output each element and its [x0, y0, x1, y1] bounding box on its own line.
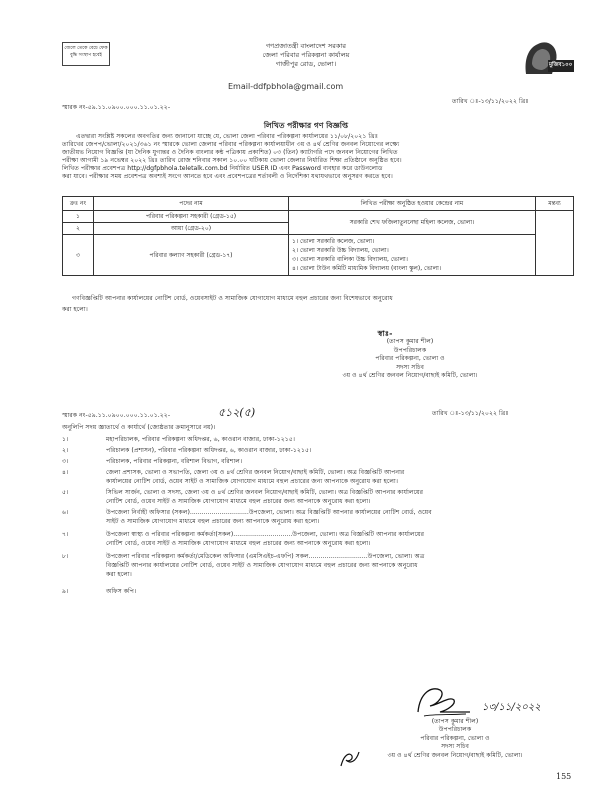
cell-center: [289, 235, 536, 276]
table-row: [63, 235, 574, 276]
handwritten-memo-suffix: ৫১২(৫): [218, 406, 256, 419]
logo-text: মুজিব১০০: [549, 62, 573, 68]
cell-center: সরকারি শেখ ফজিলাতুননেছা মহিলা কলেজ, ভোলা।: [289, 211, 536, 235]
list-item: ৩। পরিচালক, পরিবার পরিকল্পনা, বরিশাল বিভাগ, বরিশাল।: [62, 458, 243, 465]
signer-committee: ৩য় ও ৪র্থ শ্রেণির জনবল নিয়োগ/বাছাই কমিটি, ভোলা।: [342, 372, 478, 380]
signature-block-1: [300, 330, 520, 380]
table-row: [63, 211, 574, 223]
portrait-icon: [518, 34, 576, 78]
list-item: ৯। অফিস কপি।: [62, 588, 137, 595]
notice-body: [62, 133, 580, 181]
stamp-line-2: বুদ্ধি সংস্থাপ হবেই: [70, 53, 102, 58]
signer-title: উপপরিচালক: [393, 346, 427, 354]
list-item: ১। মহাপরিচালক, পরিবার পরিকল্পনা অধিদপ্তর, ৬, কাওরান বাজার, ঢাকা-১২১৫।: [62, 436, 296, 443]
signer-name: (তাপস কুমার শীল): [431, 718, 479, 725]
memo-date: তারিখ ঃ-১৩/১১/২০২২ খ্রিঃ: [452, 98, 529, 105]
list-item-continuation: বিজ্ঞপ্তিটি আপনার কার্যালয়ের নোটিশ বোর্ড, ওয়েব সাইট ও সামাজিক যোগাযোগ মাধ্যমে বহুল প্রচারের জন্য আপনাকে অনুরোধ: [106, 562, 418, 569]
cell-serial: ৩: [63, 235, 94, 276]
request-line: করা হলো।: [62, 306, 88, 313]
col-header-remarks: মন্তব্য: [536, 197, 574, 211]
handwritten-signature: [410, 682, 480, 722]
cell-post: পরিবার পরিকল্পনা সহকারী (গ্রেড-১৫): [94, 211, 289, 223]
signer-title: উপপরিচালক: [438, 726, 472, 734]
list-item: ২। পরিচালক (প্রশাসন), পরিবার পরিকল্পনা অধিদপ্তর, ৬, কাওরান বাজার, ঢাকা-১২১৫।: [62, 447, 312, 454]
cell-serial: ১: [63, 211, 94, 223]
cc-list: [62, 436, 582, 636]
body-line: লিখিত পরীক্ষার প্রবেশপত্র http://dgfpbhola.teletalk.com.bd নির্ধারিত USER ID এবং Password ব্যবহার করে ডাউনলোড: [62, 165, 383, 172]
col-header-post: পদের নাম: [94, 197, 289, 211]
center-item: ৩। ভোলা সরকারি বালিকা উচ্চ বিদ্যালয়, ভোলা।: [292, 256, 408, 263]
list-item-continuation: করা হলো।: [106, 571, 132, 578]
header-line: গণপ্রজাতন্ত্রী বাংলাদেশ সরকার: [265, 42, 347, 50]
list-item-continuation: নোটিশ বোর্ড, ওয়েব সাইট ও সামাজিক যোগাযোগ মাধ্যমে বহুল প্রচারের জন্য আপনাকে অনুরোধ করা হলো।: [106, 498, 371, 505]
cell-post: আয়া (গ্রেড-২০): [94, 223, 289, 235]
signer-office: পরিবার পরিকল্পনা, ভোলা ও: [375, 355, 445, 363]
office-email[interactable]: Email-ddfpbhola@gmail.com: [228, 82, 344, 91]
list-item: ৭। উপজেলা স্বাস্থ্য ও পরিবার পরিকল্পনা কর্মকর্তা(সকল)..............................উপজেলা, ভোলা। অত্র বিজ্ঞপ্তিটি আপনার কার্যালয়ের: [62, 531, 425, 538]
signature-mark: স্বাঃ-: [377, 329, 393, 338]
list-item: ৫। সিভিল সার্জন, ভোলা ও সদস্য, জেলা ৩য় ও ৪র্থ শ্রেণির জনবল নিয়োগ/বাছাই কমিটি, ভোলা। অত্র বিজ্ঞপ্তিটি আপনার কার্যালয়ের: [62, 489, 424, 496]
signer-committee: ৩য় ও ৪র্থ শ্রেণির জনবল নিয়োগ/বাছাই কমিটি, ভোলা।: [387, 751, 523, 759]
page-title: লিখিত পরীক্ষার গণ বিজ্ঞপ্তি: [263, 121, 349, 130]
memo-number: স্মারক নং-৫৯.১১.০৯০০.০০০.১১.০১.২২-: [62, 104, 171, 111]
col-header-serial: ক্রঃ নং: [63, 197, 94, 211]
body-line: পরীক্ষা আগামী ১৯ নভেম্বর ২০২২ খ্রিঃ তারিখ রোজ শনিবার সকাল ১০.০০ ঘটিকায় ভোলা জেলার নির্ধারিত শিক্ষা প্রতিষ্ঠানে অনুষ্ঠিত হবে।: [62, 157, 402, 164]
cc-heading: অনুলিপি সদয় জ্ঞাতার্থে ও কার্যার্থে (জ্যেষ্ঠতার ক্রমানুসারে নয়)।: [62, 424, 216, 431]
body-line: এতদ্বারা সংশ্লিষ্ট সকলের অবগতির জন্য জানানো যাচ্ছে যে, ভোলা জেলা পরিবার পরিকল্পনা কার্যালয়ের ১১/০৮/২০২১ খ্রিঃ: [76, 133, 378, 140]
memo2-date: তারিখ ঃ-১৩/১১/২০২২ খ্রিঃ: [432, 410, 509, 417]
signer-role: সদস্য সচিব: [396, 363, 424, 371]
handwritten-sign-date: ১৩/১১/২০২২: [482, 702, 541, 713]
cell-serial: ২: [63, 223, 94, 235]
center-item: ৪। ভোলা টাউন কমিটি মাধ্যমিক বিদ্যালয় (বাংলা স্কুল), ভোলা।: [292, 265, 442, 272]
list-item-continuation: কার্যালয়ের নোটিশ বোর্ড, ওয়েব সাইট ও সামাজিক যোগাযোগ মাধ্যমে বহুল প্রচারের জন্য আপনাকে অনুরোধ করা হলো।: [106, 478, 399, 485]
exam-center-table: [62, 196, 574, 276]
body-line: করা যাবে। পরীক্ষার সময় প্রবেশপত্র অবশ্যই সংগে আনতে হবে এবং প্রবেশপত্রের শর্তাবলী ও নির্দেশিকা যথাযথভাবে অনুসরণ করতে হবে।: [62, 173, 393, 180]
body-line: তারিখের জেপপ/ভোলা/২০২১/৩৬১ নং স্মারকে ভোলা জেলার পরিবার পরিকল্পনা কার্যালয়াধীন ৩য় ও ৪র্থ শ্রেণির জনবল নিয়োগের লক্ষ্যে: [62, 141, 400, 148]
cell-remarks: [536, 211, 574, 276]
mujib-100-logo: [518, 34, 576, 78]
signature-block-2: [340, 718, 570, 760]
center-item: ১। ভোলা সরকারি কলেজ, ভোলা।: [292, 238, 375, 245]
list-item: ৮। উপজেলা পরিবার পরিকল্পনা কর্মকর্তা/মেডিকেল অফিসার (এমসিএইচ-এফপি) সকল..............................উপজেলা, ভোলা। অত্র: [62, 553, 425, 560]
header-line: জেলা পরিবার পরিকল্পনা কার্যালয়: [262, 51, 350, 59]
stamp-line-1: জেলে তেকে বেচে ফেক: [64, 46, 108, 51]
page-number: 155: [556, 772, 572, 781]
memo2-number: স্মারক নং-৫৯.১১.০৯০০.০০০.১১.০১.২২-: [62, 412, 171, 419]
header-line: গাজীপুর রোড, ভোলা।: [275, 60, 337, 68]
list-item: ৬। উপজেলা নির্বাহী অফিসার (সকল)..............................উপজেলা, ভোলা। অত্র বিজ্ঞপ্তিটি আপনার কার্যালয়ের নোটিশ বোর্ড, ওয়েব: [62, 509, 432, 516]
body-line: জাতীয়ভ নিয়োগ বিজ্ঞপ্তি (যা দৈনিক যুগান্তর ও দৈনিক বাংলার কন্ঠ পত্রিকায় প্রকাশিত) ০৩ (তিন) ক্যাটাগরি পদে জনবল নিয়োগের লিখিত: [62, 149, 398, 156]
signer-office: পরিবার পরিকল্পনা, ভোলা ও: [420, 734, 490, 742]
center-item: ২। ভোলা সরকারি উচ্চ বিদ্যালয়, ভোলা।: [292, 247, 389, 254]
list-item-continuation: সাইট ও সামাজিক যোগাযোগ মাধ্যমে বহুল প্রচারের জন্য আপনাকে অনুরোধ করা হলো।: [106, 518, 320, 525]
request-paragraph: [62, 295, 393, 317]
list-item: ৪। জেলা প্রশাসক, ভোলা ও সভাপতি, জেলা ৩য় ও ৪র্থ শ্রেণির জনবল নিয়োগ/বাছাই কমিটি, ভোলা। অত্র বিজ্ঞপ্তিটি আপনার: [62, 469, 405, 476]
signer-role: সদস্য সচিব: [441, 743, 469, 751]
list-item-continuation: নোটিশ বোর্ড, ওয়েব সাইট ও সামাজিক যোগাযোগ মাধ্যমে বহুল প্রচারের জন্য আপনাকে অনুরোধ করা হলো।: [106, 540, 371, 547]
cell-post: পরিবার কল্যাণ সহকারী (গ্রেড-১৭): [94, 235, 289, 276]
request-line: গণবিজ্ঞপ্তিটি আপনার কার্যালয়ের নোটিশ বোর্ড, ওয়েবসাইট ও সামাজিক যোগাযোগ মাধ্যমে বহুল প্রচারের জন্য বিশেষভাবে অনুরোধ: [72, 295, 393, 302]
col-header-center: লিখিত পরীক্ষা অনুষ্ঠিত হওয়ার কেন্দ্রের নাম: [289, 197, 536, 211]
table-header-row: [63, 197, 574, 211]
signer-name: (তাপস কুমার শীল): [386, 338, 434, 346]
